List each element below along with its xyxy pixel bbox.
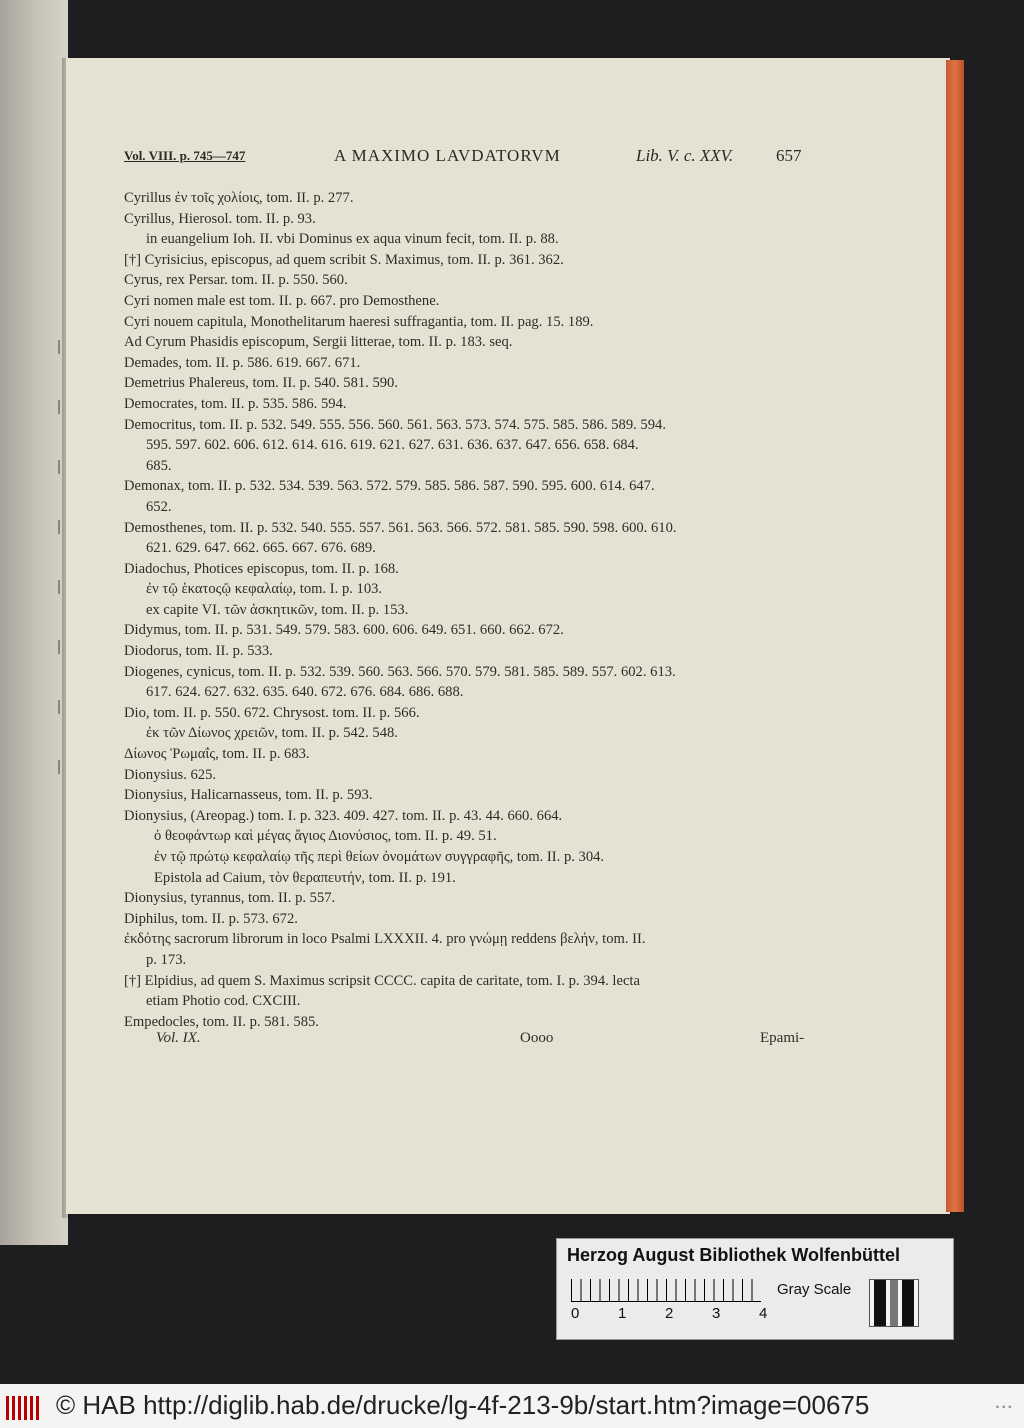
index-line: Demades, tom. II. p. 586. 619. 667. 671. xyxy=(124,354,361,371)
book-reference: Lib. V. c. XXV. xyxy=(636,146,734,165)
index-line: Cyrillus, Hierosol. tom. II. p. 93. xyxy=(124,210,316,227)
index-line: ἐν τῷ ἑκατοςῷ κεφαλαίῳ, tom. I. p. 103. xyxy=(146,581,383,598)
index-line: Demonax, tom. II. p. 532. 534. 539. 563. 572. 579. 585. 586. 587. 590. 595. 600. 614. 647. xyxy=(124,478,655,495)
index-line: 595. 597. 602. 606. 612. 614. 616. 619. 621. 627. 631. 636. 637. 647. 656. 658. 684. xyxy=(146,437,639,454)
index-line: Demetrius Phalereus, tom. II. p. 540. 581. 590. xyxy=(124,375,398,392)
index-line: ὁ θεοφάντωρ καὶ μέγας ἅγιος Διονύσιος, tom. II. p. 49. 51. xyxy=(154,828,497,845)
running-header xyxy=(124,146,814,170)
gray-scale-swatch xyxy=(869,1279,919,1327)
ruler-number: 4 xyxy=(759,1305,768,1322)
page-footer xyxy=(124,1030,824,1054)
index-line: Cyri nomen male est tom. II. p. 667. pro Demosthene. xyxy=(124,292,440,309)
ruler-number: 2 xyxy=(665,1305,674,1322)
index-line: ἐκδότης sacrorum librorum in loco Psalmi LXXXII. 4. pro γνώμῃ reddens βελήν, tom. II. xyxy=(124,931,646,948)
ruler-number: 0 xyxy=(571,1305,580,1322)
index-line: etiam Photio cod. CXCIII. xyxy=(146,993,301,1010)
ruler-numbers xyxy=(571,1305,781,1323)
index-line: 621. 629. 647. 662. 665. 667. 676. 689. xyxy=(146,540,376,557)
catchword: Epami- xyxy=(760,1030,805,1046)
red-page-edge xyxy=(946,60,964,1212)
index-line: ἐκ τῶν Δίωνος χρειῶν, tom. II. p. 542. 548. xyxy=(146,725,398,742)
dots-icon: ••• xyxy=(995,1400,1014,1414)
library-color-chart xyxy=(556,1238,954,1340)
index-line: in euangelium Ioh. II. vbi Dominus ex aqua vinum fecit, tom. II. p. 88. xyxy=(146,231,559,248)
index-line: Dionysius. 625. xyxy=(124,766,217,783)
index-line: Diadochus, Photices episcopus, tom. II. p. 168. xyxy=(124,560,399,577)
index-line: Cyrus, rex Persar. tom. II. p. 550. 560. xyxy=(124,272,348,289)
footer-volume: Vol. IX. xyxy=(156,1030,201,1046)
index-line: Δίωνος Ῥωμαΐς, tom. II. p. 683. xyxy=(124,746,310,763)
index-line: Cyri nouem capitula, Monothelitarum haeresi suffragantia, tom. II. pag. 15. 189. xyxy=(124,313,594,330)
index-line: Diogenes, cynicus, tom. II. p. 532. 539. 560. 563. 566. 570. 579. 581. 585. 589. 557. 602. 613. xyxy=(124,663,676,680)
copyright-url[interactable]: © HAB http://diglib.hab.de/drucke/lg-4f-213-9b/start.htm?image=00675 xyxy=(56,1390,870,1420)
running-title: A MAXIMO LAVDATORVM xyxy=(334,146,561,165)
index-line: Demosthenes, tom. II. p. 532. 540. 555. 557. 561. 563. 566. 572. 581. 585. 590. 598. 600. 610. xyxy=(124,519,677,536)
index-line: Democritus, tom. II. p. 532. 549. 555. 556. 560. 561. 563. 573. 574. 575. 585. 586. 589. 594. xyxy=(124,416,666,433)
index-line: Empedocles, tom. II. p. 581. 585. xyxy=(124,1013,319,1030)
ruler-number: 3 xyxy=(712,1305,721,1322)
library-name: Herzog August Bibliothek Wolfenbüttel xyxy=(567,1245,900,1265)
ruler-number: 1 xyxy=(618,1305,627,1322)
volume-reference: Vol. VIII. p. 745—747 xyxy=(124,148,246,163)
index-line: ἐν τῷ πρώτῳ κεφαλαίῳ τῆς περὶ θείων ὀνομάτων συγγραφῆς, tom. II. p. 304. xyxy=(154,849,605,865)
signature-mark: Oooo xyxy=(520,1030,554,1046)
index-entries xyxy=(124,188,824,1032)
page-number: 657 xyxy=(776,146,802,165)
gray-scale-label: Gray Scale xyxy=(777,1281,852,1298)
index-line: 617. 624. 627. 632. 635. 640. 672. 676. 684. 686. 688. xyxy=(146,684,464,701)
index-line: Cyrillus ἐν τοῖς χολίοις, tom. II. p. 277. xyxy=(124,190,354,206)
index-line: [†] Elpidius, ad quem S. Maximus scripsit CCCC. capita de caritate, tom. I. p. 394. lecta xyxy=(124,972,640,989)
index-line: [†] Cyrisicius, episcopus, ad quem scribit S. Maximus, tom. II. p. 361. 362. xyxy=(124,251,564,268)
index-line: Dio, tom. II. p. 550. 672. Chrysost. tom. II. p. 566. xyxy=(124,704,420,721)
facing-page-edge xyxy=(0,0,68,1245)
index-line: Diphilus, tom. II. p. 573. 672. xyxy=(124,910,298,927)
index-line: Diodorus, tom. II. p. 533. xyxy=(124,643,273,660)
index-line: Epistola ad Caium, τὸν θεραπευτήν, tom. II. p. 191. xyxy=(154,869,456,886)
index-line: Dionysius, (Areopag.) tom. I. p. 323. 409. 427. tom. II. p. 43. 44. 660. 664. xyxy=(124,807,563,824)
index-line: Dionysius, tyrannus, tom. II. p. 557. xyxy=(124,890,336,907)
index-line: 652. xyxy=(146,498,172,515)
index-line: p. 173. xyxy=(146,951,187,968)
ruler xyxy=(571,1279,761,1302)
index-line: Dionysius, Halicarnasseus, tom. II. p. 593. xyxy=(124,787,373,804)
index-line: Didymus, tom. II. p. 531. 549. 579. 583. 600. 606. 649. 651. 660. 662. 672. xyxy=(124,622,564,639)
index-line: Ad Cyrum Phasidis episcopum, Sergii litterae, tom. II. p. 183. seq. xyxy=(124,334,513,351)
hab-logo-icon xyxy=(4,1390,44,1422)
index-line: 685. xyxy=(146,457,172,474)
index-line: ex capite VI. τῶν ἀσκητικῶν, tom. II. p. 153. xyxy=(146,601,409,618)
index-line: Democrates, tom. II. p. 535. 586. 594. xyxy=(124,395,347,412)
copyright-bar xyxy=(0,1384,1024,1428)
